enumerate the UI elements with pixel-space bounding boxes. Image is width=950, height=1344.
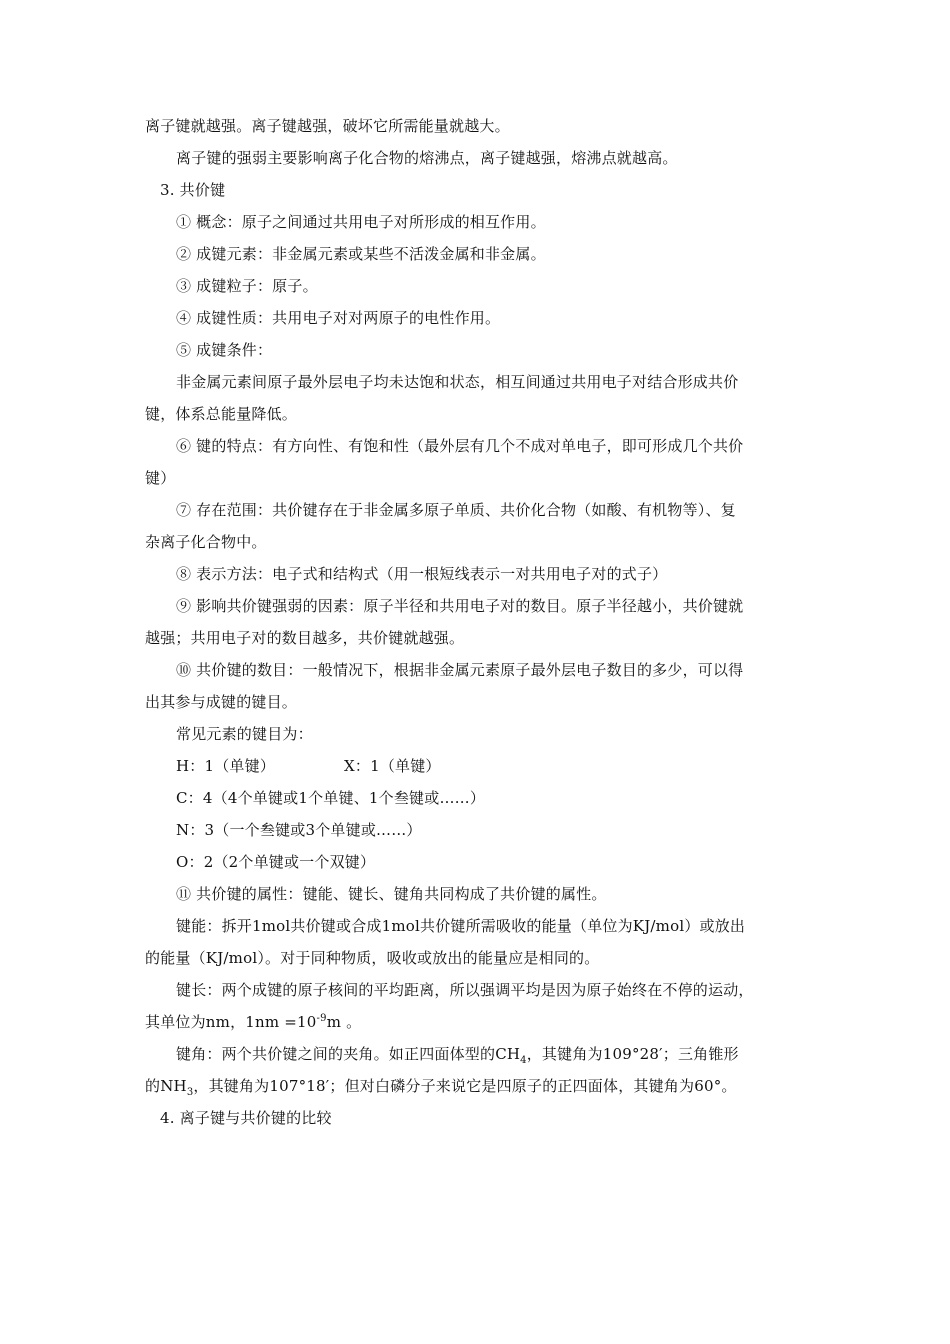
text-line: 键，体系总能量降低。 — [145, 405, 298, 423]
text-run: ，其键角为109°28′；三角锥形 — [526, 1045, 739, 1063]
text-line: 离子键的强弱主要影响离子化合物的熔沸点，离子键越强，熔沸点就越高。 — [176, 149, 678, 167]
text-line — [145, 1076, 737, 1096]
text-run: 的NH — [145, 1077, 187, 1095]
subscript: 4 — [520, 1055, 527, 1066]
text-line: 常见元素的键目为： — [176, 725, 313, 743]
text-line: 键） — [145, 469, 176, 487]
valence-c: C：4（4个单键或1个单键、1个叁键或……） — [176, 789, 486, 807]
text-line — [145, 1012, 361, 1032]
list-item: ④ 成键性质：共用电子对对两原子的电性作用。 — [176, 309, 501, 327]
list-item: ② 成键元素：非金属元素或某些不活泼金属和非金属。 — [176, 245, 546, 263]
list-item: ① 概念：原子之间通过共用电子对所形成的相互作用。 — [176, 213, 546, 231]
text-line: 离子键就越强。离子键越强，破坏它所需能量就越大。 — [145, 117, 510, 135]
list-item: ⑤ 成键条件： — [176, 341, 273, 359]
text-line: 的能量（KJ/mol）。对于同种物质，吸收或放出的能量应是相同的。 — [145, 949, 600, 967]
text-run: 其单位为nm，1nm =10 — [145, 1013, 317, 1031]
list-item: ⑪ 共价键的属性：键能、键长、键角共同构成了共价键的属性。 — [176, 885, 607, 903]
text-line: 键能：拆开1mol共价键或合成1mol共价键所需吸收的能量（单位为KJ/mol）或放出 — [176, 917, 746, 935]
list-item: ⑧ 表示方法：电子式和结构式（用一根短线表示一对共用电子对的式子） — [176, 565, 668, 583]
valence-x: X：1（单键） — [344, 757, 441, 775]
text-line: 非金属元素间原子最外层电子均未达饱和状态，相互间通过共用电子对结合形成共价 — [176, 373, 739, 391]
text-line: 越强；共用电子对的数目越多，共价键就越强。 — [145, 629, 465, 647]
text-run: 键角：两个共价键之间的夹角。如正四面体型的CH — [176, 1045, 521, 1063]
subscript: 3 — [186, 1087, 194, 1098]
valence-h: H：1（单键） — [176, 757, 276, 775]
list-item: ⑨ 影响共价键强弱的因素：原子半径和共用电子对的数目。原子半径越小，共价键就 — [176, 597, 744, 615]
list-item: ③ 成键粒子：原子。 — [176, 277, 318, 295]
section-heading: 4. 离子键与共价键的比较 — [160, 1109, 332, 1127]
text-run: ，其键角为107°18′；但对白磷分子来说它是四原子的正四面体，其键角为60°。 — [193, 1077, 737, 1095]
section-heading: 3. 共价键 — [160, 181, 226, 199]
text-line: 出其参与成键的键目。 — [145, 693, 298, 711]
text-run: m 。 — [326, 1013, 362, 1031]
list-item: ⑩ 共价键的数目：一般情况下，根据非金属元素原子最外层电子数目的多少，可以得 — [176, 661, 744, 679]
text-line: 杂离子化合物中。 — [145, 533, 267, 551]
valence-o: O：2（2个单键或一个双键） — [176, 853, 376, 871]
text-line — [176, 1044, 739, 1064]
list-item: ⑦ 存在范围：共价键存在于非金属多原子单质、共价化合物（如酸、有机物等）、复 — [176, 501, 736, 519]
valence-n: N：3（一个叁键或3个单键或……） — [176, 821, 422, 839]
list-item: ⑥ 键的特点：有方向性、有饱和性（最外层有几个不成对单电子，即可形成几个共价 — [176, 437, 744, 455]
superscript: -9 — [316, 1013, 327, 1024]
text-line: 键长：两个成键的原子核间的平均距离，所以强调平均是因为原子始终在不停的运动， — [176, 981, 754, 999]
